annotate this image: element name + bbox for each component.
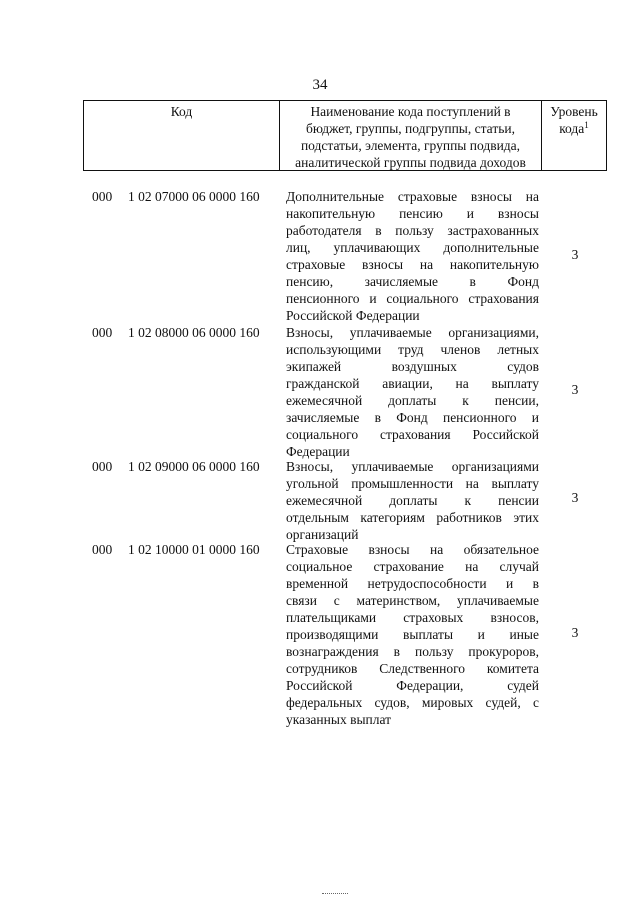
- row-prefix: 000: [92, 189, 113, 204]
- row-name-line: Российской Федерации: [286, 308, 420, 323]
- row-name-line: экипажей воздушных судов: [286, 359, 539, 374]
- row-name-line: пенсию, зачисляемые в Фонд: [286, 274, 539, 289]
- row-name-line: Взносы, уплачиваемые организациями,: [286, 325, 539, 340]
- row-prefix: 000: [92, 459, 113, 474]
- row-name-line: отдельным категориям работников этих: [286, 510, 539, 525]
- row-level: 3: [571, 247, 579, 262]
- row-level: 3: [571, 382, 579, 397]
- row-name-line: плательщиками страховых взносов,: [286, 610, 539, 625]
- row-prefix: 000: [92, 542, 113, 557]
- row-name-line: Взносы, уплачиваемые организациями: [286, 459, 539, 474]
- row-name-line: вознаграждения в пользу прокуроров,: [286, 644, 539, 659]
- row-code: 1 02 09000 06 0000 160: [128, 459, 260, 474]
- row-name-line: социального страхования Российской: [286, 427, 539, 442]
- row-name-line: накопительную пенсию и взносы: [286, 206, 539, 221]
- row-code: 1 02 07000 06 0000 160: [128, 189, 260, 204]
- row-name-line: организаций: [286, 527, 359, 542]
- header-name: Наименование кода поступлений в бюджет, группы, подгруппы, статьи, подстатьи, элемента, группы подвида, аналитической группы подвида доходов: [280, 101, 542, 170]
- row-name-line: Российской Федерации, судей: [286, 678, 539, 693]
- row-level: 3: [571, 625, 579, 640]
- row-name: [286, 458, 539, 543]
- row-name-line: ежемесячной доплаты к пенсии: [286, 493, 539, 508]
- row-name-line: указанных выплат: [286, 712, 392, 727]
- row-name-line: социальное страхование на случай: [286, 559, 539, 574]
- row-name-line: лиц, уплачивающих дополнительные: [286, 240, 539, 255]
- table-header: [83, 100, 607, 171]
- row-name-line: Федерации: [286, 444, 350, 459]
- row-name: [286, 188, 539, 324]
- page-edge-mark: [322, 893, 348, 895]
- header-level-label: Уровень кода: [550, 104, 598, 136]
- row-name-line: временной нетрудоспособности и в: [286, 576, 539, 591]
- row-level: 3: [571, 490, 579, 505]
- row-name-line: федеральных судов, мировых судей, с: [286, 695, 539, 710]
- header-code: Код: [84, 101, 280, 170]
- header-level: [542, 101, 606, 170]
- row-name: [286, 324, 539, 460]
- page-number: 34: [312, 77, 328, 93]
- row-name-line: Страховые взносы на обязательное: [286, 542, 539, 557]
- row-name-line: угольной промышленности на выплату: [286, 476, 539, 491]
- row-name-line: страховые взносы на накопительную: [286, 257, 539, 272]
- row-code: 1 02 08000 06 0000 160: [128, 325, 260, 340]
- row-name-line: зачисляемые в Фонд пенсионного и: [286, 410, 539, 425]
- row-name-line: связи с материнством, уплачиваемые: [286, 593, 539, 608]
- row-name-line: производящими выплаты и иные: [286, 627, 539, 642]
- row-name-line: пенсионного и социального страхования: [286, 291, 539, 306]
- row-name-line: ежемесячной доплаты к пенсии,: [286, 393, 539, 408]
- row-name: [286, 541, 539, 728]
- row-name-line: работодателя в пользу застрахованных: [286, 223, 539, 238]
- row-prefix: 000: [92, 325, 113, 340]
- row-name-line: использующими труд членов летных: [286, 342, 539, 357]
- row-name-line: сотрудников Следственного комитета: [286, 661, 539, 676]
- row-name-line: гражданской авиации, на выплату: [286, 376, 539, 391]
- row-name-line: Дополнительные страховые взносы на: [286, 189, 539, 204]
- row-code: 1 02 10000 01 0000 160: [128, 542, 260, 557]
- footnote-marker: 1: [584, 120, 589, 130]
